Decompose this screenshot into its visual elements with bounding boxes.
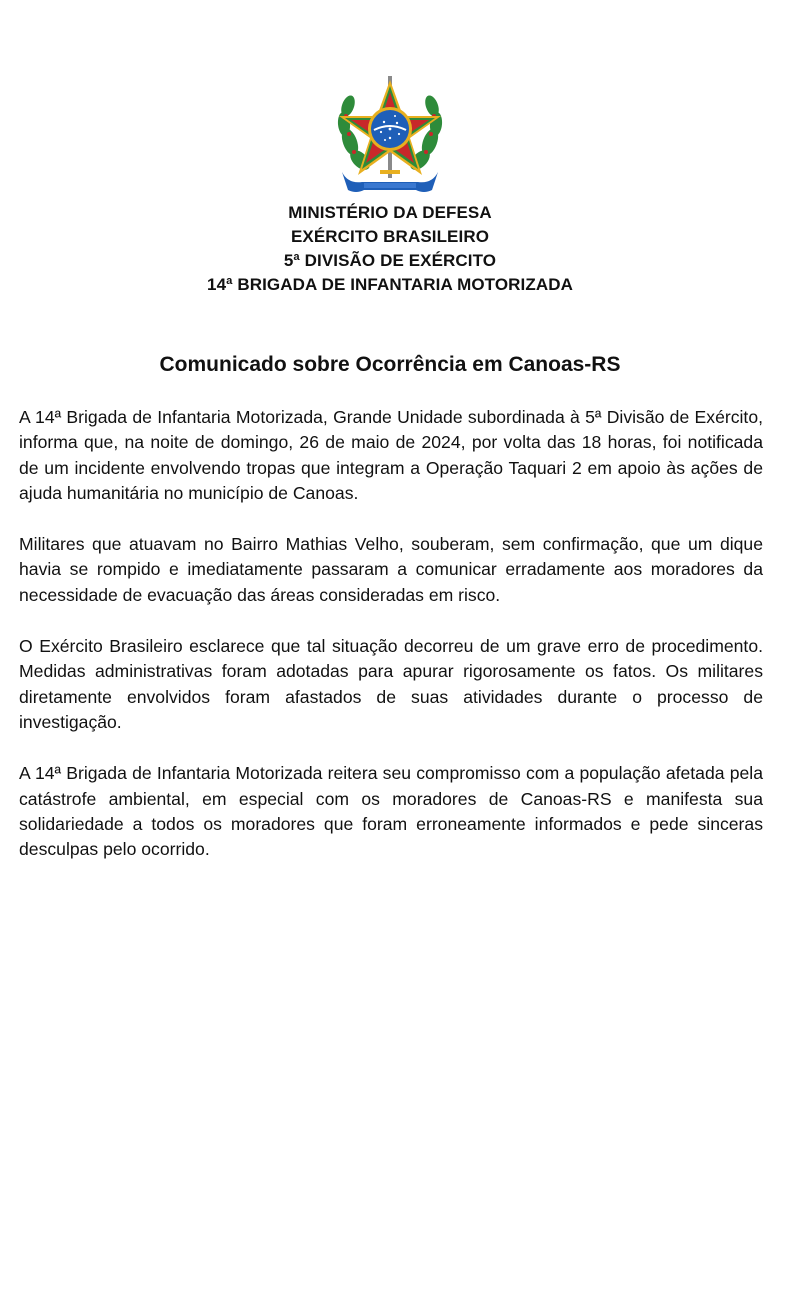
header-brigade: 14ª BRIGADA DE INFANTARIA MOTORIZADA	[207, 275, 573, 294]
paragraph-1: A 14ª Brigada de Infantaria Motorizada, Grande Unidade subordinada à 5ª Divisão de Exército, informa que, na noite de domingo, 26 de maio de 2024, por volta das 18 horas, foi notificada de um incidente envolvendo tropas que integram a Operação Taquari 2 em apoio às ações de ajuda humanitária no município de Canoas.	[19, 407, 763, 503]
header-ministry: MINISTÉRIO DA DEFESA	[288, 203, 492, 222]
header-division: 5ª DIVISÃO DE EXÉRCITO	[283, 251, 497, 270]
document-body	[19, 405, 763, 888]
institution-header	[0, 201, 780, 297]
header-army: EXÉRCITO BRASILEIRO	[290, 227, 490, 246]
document-title: Comunicado sobre Ocorrência em Canoas-RS	[159, 353, 621, 376]
paragraph-2: Militares que atuavam no Bairro Mathias Velho, souberam, sem confirmação, que um dique havia se rompido e imediatamente passaram a comunicar erradamente aos moradores da necessidade de evacuação das áreas consideradas em risco.	[19, 534, 763, 605]
paragraph-3: O Exército Brasileiro esclarece que tal situação decorreu de um grave erro de procedimento. Medidas administrativas foram adotadas para apurar rigorosamente os fatos. Os militares diretamente envolvidos foram afastados de suas atividades durante o processo de investigação.	[19, 636, 763, 732]
paragraph-4: A 14ª Brigada de Infantaria Motorizada reitera seu compromisso com a população afetada pela catástrofe ambiental, em especial com os moradores de Canoas-RS e manifesta sua solidariedade a todos os moradores que foram erroneamente informados e pede sinceras desculpas pelo ocorrido.	[19, 763, 763, 860]
brasao-da-republica-icon	[328, 72, 452, 196]
